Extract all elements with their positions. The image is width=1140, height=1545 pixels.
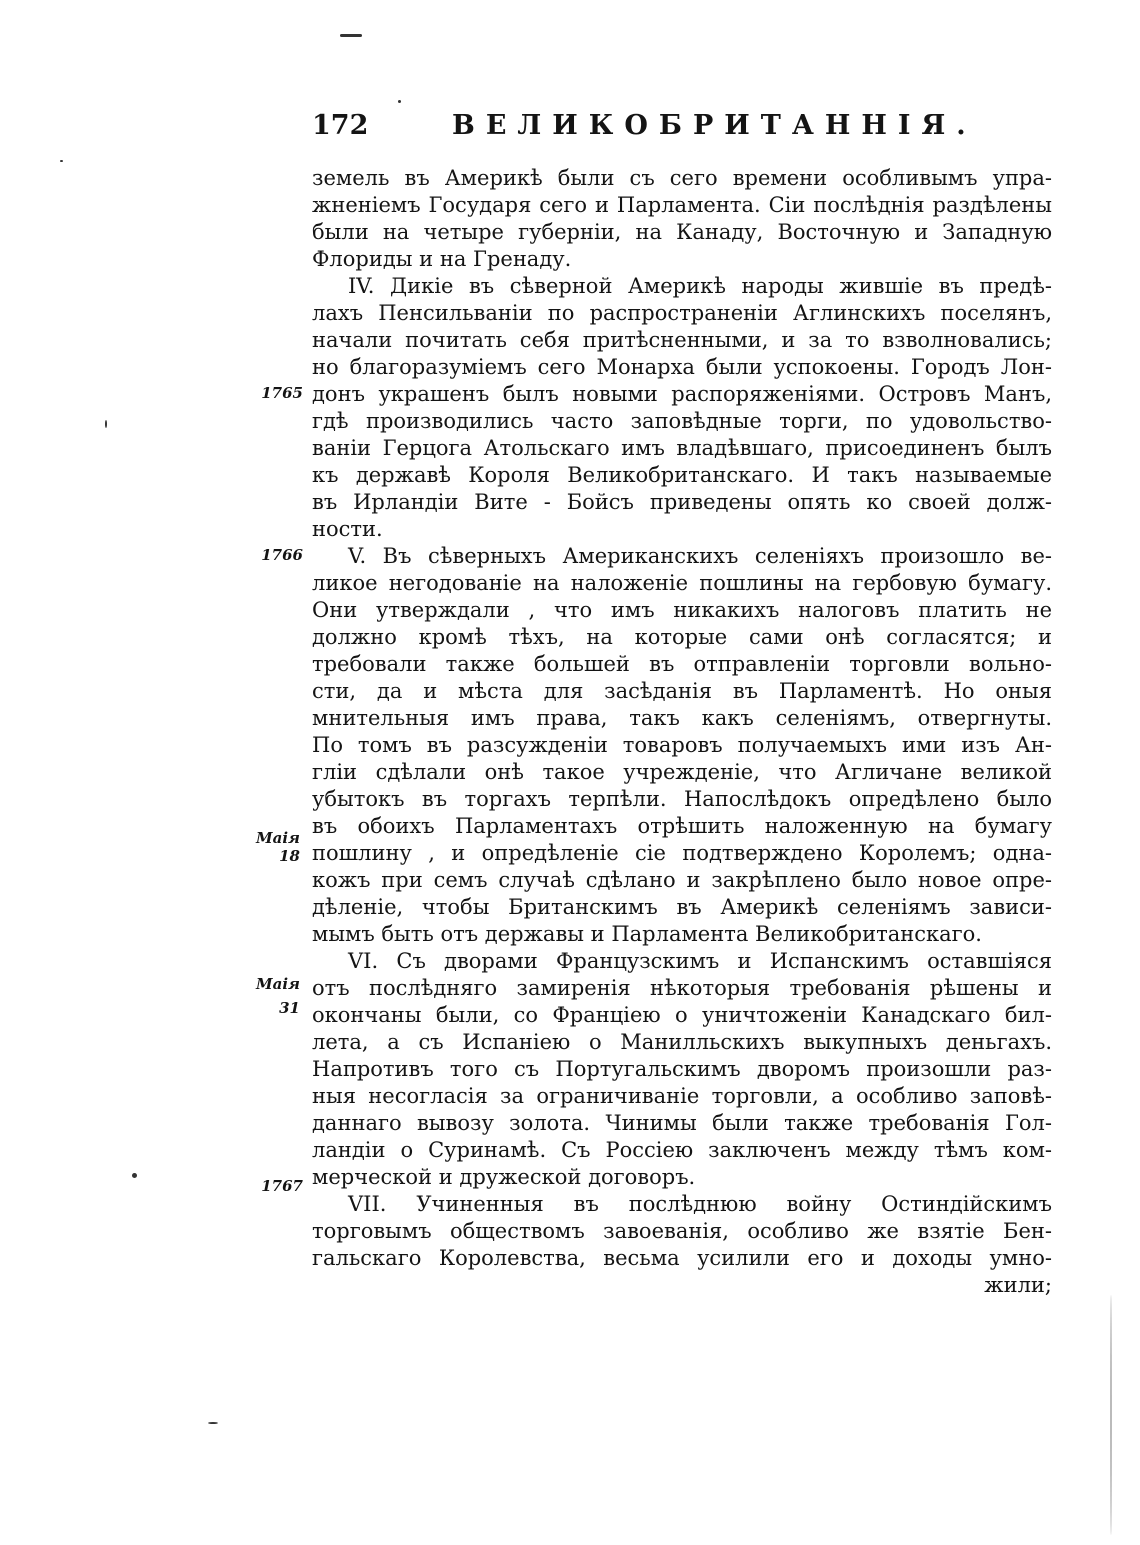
text-line: кожъ при семъ случаѣ сдѣлано и закрѣплено было новое опре- <box>312 868 1052 892</box>
margin-date-day: 31 <box>279 999 300 1017</box>
text-line: къ державѣ Короля Великобританскаго. И такъ называемые <box>312 463 1052 487</box>
scan-speck <box>1110 1295 1112 1535</box>
text-line: гліи сдѣлали онѣ такое учрежденіе, что Агличане великой <box>312 760 1052 784</box>
text-line: ваніи Герцога Атольскаго имъ владѣвшаго, присоединенъ былъ <box>312 436 1052 460</box>
text-line: ныя несогласія за ограничиваніе торговли, а особливо заповѣ- <box>312 1084 1052 1108</box>
text-line: въ обоихъ Парламентахъ отрѣшить наложенную на бумагу <box>312 814 1052 838</box>
text-line: окончаны были, со Франціею о уничтоженіи Канадскаго бил- <box>312 1003 1052 1027</box>
scan-speck <box>398 100 401 103</box>
margin-year-1765: 1765 <box>261 384 303 402</box>
text-line: были на четыре губерніи, на Канаду, Восточную и Западную <box>312 220 1052 244</box>
page-header <box>312 110 1052 150</box>
text-line: сти, да и мѣста для засѣданія въ Парламентѣ. Но оныя <box>312 679 1052 703</box>
text-line: требовали также большей въ отправленіи торговли вольно- <box>312 652 1052 676</box>
text-line: По томъ въ разсужденіи товаровъ получаемыхъ ими изъ Ан- <box>312 733 1052 757</box>
margin-date-month: Маія <box>256 975 300 993</box>
text-line: Флориды и на Гренаду. <box>312 247 572 271</box>
scan-speck <box>60 160 63 162</box>
text-line: земель въ Америкѣ были съ сего времени особливымъ упра- <box>312 166 1052 190</box>
text-line: мерческой и дружеской договоръ. <box>312 1165 696 1189</box>
scan-speck <box>208 1422 218 1424</box>
running-title: ВЕЛИКОБРИТАННІЯ. <box>452 110 977 141</box>
text-line: должно кромѣ тѣхъ, на которые сами онѣ согласятся; и <box>312 625 1052 649</box>
text-line: мнительныя имъ права, такъ какъ селеніямъ, отвергнуты. <box>312 706 1052 730</box>
page-number: 172 <box>312 110 369 141</box>
margin-year-1766: 1766 <box>261 546 303 564</box>
text-line: ландіи о Суринамѣ. Съ Россіею заключенъ между тѣмъ ком- <box>312 1138 1052 1162</box>
text-line: даннаго вывозу золота. Чинимы были также требованія Гол- <box>312 1111 1052 1135</box>
text-line: ности. <box>312 517 383 541</box>
scan-speck <box>105 420 107 428</box>
text-line: убытокъ въ торгахъ терпѣли. Напослѣдокъ опредѣлено было <box>312 787 1052 811</box>
text-line: Они утверждали , что имъ никакихъ налоговъ платить не <box>312 598 1052 622</box>
text-line: торговымъ обществомъ завоеванія, особливо же взятіе Бен- <box>312 1219 1052 1243</box>
text-line: Напротивъ того съ Португальскимъ дворомъ произошли раз- <box>312 1057 1052 1081</box>
text-line: ликое негодованіе на наложеніе пошлины на гербовую бумагу. <box>312 571 1052 595</box>
text-line: въ Ирландіи Вите - Бойсъ приведены опять ко своей долж- <box>312 490 1052 514</box>
text-line: пошлину , и опредѣленіе сіе подтверждено Королемъ; одна- <box>312 841 1052 865</box>
text-line: отъ послѣдняго замиренія нѣкоторыя требованія рѣшены и <box>312 976 1052 1000</box>
text-line: но благоразуміемъ сего Монарха были успокоены. Городъ Лон- <box>312 355 1052 379</box>
text-line: донъ украшенъ былъ новыми распоряженіями. Островъ Манъ, <box>312 382 1052 406</box>
scan-speck <box>132 1173 137 1178</box>
text-line: мымъ быть отъ державы и Парламента Великобританскаго. <box>312 922 982 946</box>
text-line: летa, а съ Испаніею о Манилльскихъ выкупныхъ деньгахъ. <box>312 1030 1052 1054</box>
text-line: начали почитать себя притѣсненными, и за то взволновались; <box>312 328 1052 352</box>
margin-date-day: 18 <box>279 847 300 865</box>
text-line: V. Въ сѣверныхъ Американскихъ селеніяхъ произошло ве- <box>348 544 1052 568</box>
scan-speck <box>340 34 362 37</box>
text-line: VII. Учиненныя въ послѣднюю войну Остиндійскимъ <box>348 1192 1052 1216</box>
text-line: IV. Дикіе въ сѣверной Америкѣ народы жившіе въ предѣ- <box>348 274 1052 298</box>
text-line: дѣленіе, чтобы Британскимъ въ Америкѣ селеніямъ зависи- <box>312 895 1052 919</box>
margin-date-month: Маія <box>256 829 300 847</box>
text-line: жненіемъ Государя сего и Парламента. Сіи послѣднія раздѣлены <box>312 193 1052 217</box>
text-line: лахъ Пенсильваніи по распространеніи Аглинскихъ поселянъ, <box>312 301 1052 325</box>
text-line: гальскаго Королевства, весьма усилили его и доходы умно- <box>312 1246 1052 1270</box>
margin-year-1767: 1767 <box>261 1177 303 1195</box>
text-line: жили; <box>984 1273 1052 1297</box>
text-line: гдѣ производились часто заповѣдные торги, по удовольство- <box>312 409 1052 433</box>
text-line: VI. Съ дворами Французскимъ и Испанскимъ оставшіяся <box>348 949 1052 973</box>
